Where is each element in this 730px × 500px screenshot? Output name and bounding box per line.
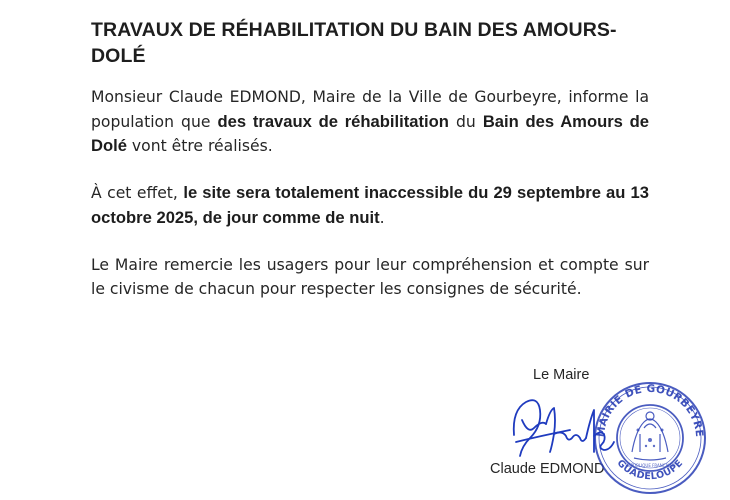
- closure-bold-dates: le site sera totalement inaccessible du 29 septembre au 13 octobre 2025, de jour comme de nuit: [91, 183, 649, 227]
- paragraph-closure: [91, 181, 649, 230]
- paragraph-thanks: Le Maire remercie les usagers pour leur compréhension et compte sur le civisme de chacun pour respecter les consignes de sécurité.: [91, 256, 649, 298]
- paragraph-announcement: [91, 86, 649, 159]
- announcement-text-3: vont être réalisés.: [126, 137, 273, 155]
- svg-text:RÉPUBLIQUE FRANÇAISE: RÉPUBLIQUE FRANÇAISE: [625, 463, 675, 468]
- closure-text-1: À cet effet,: [91, 184, 184, 202]
- handwritten-signature: [510, 380, 620, 475]
- announcement-text-2: du: [448, 112, 483, 131]
- signature-role: Le Maire: [533, 367, 590, 383]
- notice-title: TRAVAUX DE RÉHABILITATION DU BAIN DES AMOURS-DOLÉ: [91, 19, 617, 67]
- svg-text:MAIRIE DE GOURBEYRE: MAIRIE DE GOURBEYRE: [594, 382, 706, 438]
- announcement-bold-site-name: Bain des Amours de Dolé: [91, 111, 649, 155]
- svg-text:GUADELOUPE: GUADELOUPE: [614, 457, 686, 483]
- closure-text-2: .: [379, 208, 385, 227]
- signature-scribble-icon: [510, 380, 620, 475]
- signature-name: Claude EDMOND: [490, 461, 605, 477]
- announcement-text-1: Monsieur Claude EDMOND, Maire de la Ville de Gourbeyre, informe la population que: [91, 88, 649, 131]
- announcement-bold-works: des travaux de réhabilitation: [217, 111, 449, 131]
